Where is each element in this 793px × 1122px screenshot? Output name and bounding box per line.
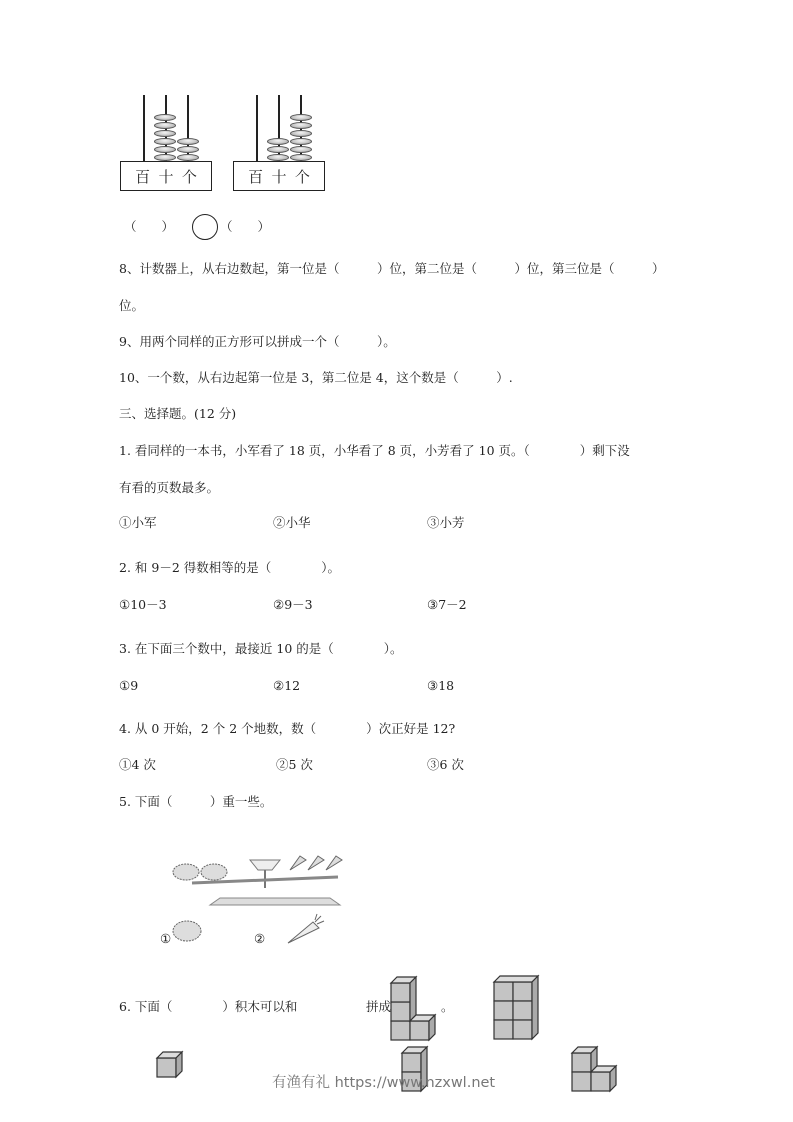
mc4-option-1[interactable]: ①4 次 (119, 757, 156, 772)
mc1-option-3[interactable]: ③小芳 (427, 515, 465, 530)
q8-line1: 8、计数器上，从右边数起，第一位是（ ）位，第二位是（ ）位，第三位是（ ） (119, 261, 665, 276)
abacus-label-box: 百 十 个 (120, 161, 212, 191)
orange-icon (171, 919, 203, 943)
q10: 10、一个数，从右边起第一位是 3，第二位是 4，这个数是（ ）. (119, 370, 513, 385)
compare-right-blank[interactable]: （ ） (220, 219, 271, 234)
mc4-line1: 4. 从 0 开始，2 个 2 个地数，数（ ）次正好是 12? (119, 721, 456, 736)
option-block-l-three[interactable] (572, 1047, 620, 1095)
mc6-line1b: 拼成 (366, 999, 392, 1014)
mc2-option-1[interactable]: ①10－3 (119, 597, 167, 612)
mc1-line2: 有看的页数最多。 (119, 480, 220, 495)
compare-left-blank[interactable]: （ ） (124, 219, 175, 234)
mc2-option-2[interactable]: ②9－3 (273, 597, 313, 612)
mc3-option-1[interactable]: ①9 (119, 678, 139, 693)
abacus-label-box: 百 十 个 (233, 161, 325, 191)
mc1-option-1[interactable]: ①小军 (119, 515, 157, 530)
mc4-option-3[interactable]: ③6 次 (427, 757, 464, 772)
l-shape-blocks (391, 977, 441, 1043)
abacus-1 (120, 95, 212, 192)
mc2-line1: 2. 和 9－2 得数相等的是（ ）。 (119, 560, 341, 575)
watermark: 有渔有礼 https://www.nzxwl.net (272, 1075, 496, 1091)
abacus-2 (233, 95, 325, 192)
mc3-option-2[interactable]: ②12 (273, 678, 301, 693)
balance-scale-image (170, 850, 350, 910)
mc5-option-2[interactable]: ② (254, 931, 266, 946)
q9: 9、用两个同样的正方形可以拼成一个（ ）。 (119, 334, 396, 349)
mc1-option-2[interactable]: ②小华 (273, 515, 311, 530)
mc6-line1c: 。 (441, 999, 454, 1014)
mc2-option-3[interactable]: ③7－2 (427, 597, 467, 612)
target-rect-blocks (494, 976, 544, 1042)
mc3-line1: 3. 在下面三个数中，最接近 10 的是（ ）。 (119, 641, 403, 656)
carrot-icon (285, 914, 325, 946)
rod-hundreds (256, 95, 258, 161)
compare-circle[interactable] (192, 214, 218, 240)
mc3-option-3[interactable]: ③18 (427, 678, 455, 693)
section-3-title: 三、选择题。(12 分) (119, 406, 237, 421)
q8-line2: 位。 (119, 298, 145, 313)
mc1-line1: 1. 看同样的一本书，小军看了 18 页，小华看了 8 页，小芳看了 10 页。（ ）剩下没 (119, 443, 630, 458)
mc4-option-2[interactable]: ②5 次 (276, 757, 313, 772)
mc6-line1: 6. 下面（ ）积木可以和 (119, 999, 298, 1014)
option-block-single[interactable] (157, 1052, 185, 1080)
mc5-line1: 5. 下面（ ）重一些。 (119, 794, 273, 809)
mc5-option-1[interactable]: ① (160, 931, 172, 946)
rod-hundreds (143, 95, 145, 161)
